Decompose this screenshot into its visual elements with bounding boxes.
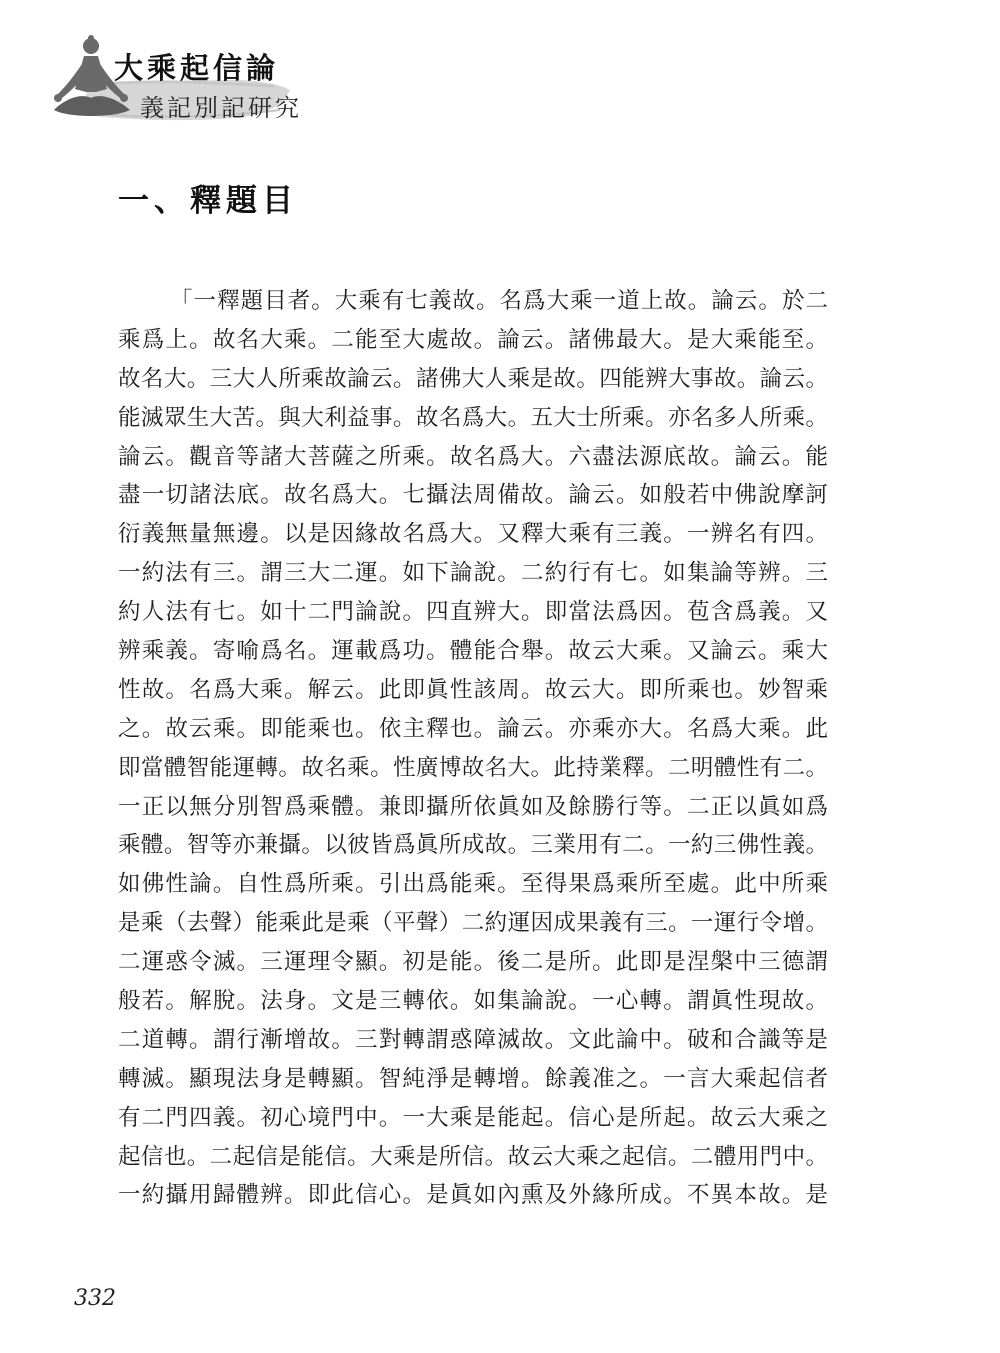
text-line: 二道轉。謂行漸增故。三對轉謂惑障滅故。文此論中。破和合識等是 bbox=[118, 1026, 828, 1053]
text-line: 一約法有三。謂三大二運。如下論說。二約行有七。如集論等辨。三 bbox=[118, 560, 828, 587]
book-subtitle: 義記別記研究 bbox=[140, 94, 302, 122]
text-line: 盡一切諸法底。故名爲大。七攝法周備故。論云。如般若中佛說摩訶 bbox=[118, 482, 828, 509]
running-header bbox=[44, 28, 302, 138]
text-line: 有二門四義。初心境門中。一大乘是能起。信心是所起。故云大乘之 bbox=[118, 1104, 828, 1131]
text-line: 辨乘義。寄喻爲名。運載爲功。體能合舉。故云大乘。又論云。乘大 bbox=[118, 638, 828, 665]
text-line: 起信也。二起信是能信。大乘是所信。故云大乘之起信。二體用門中。 bbox=[118, 1143, 828, 1170]
text-line: 「一釋題目者。大乘有七義故。名爲大乘一道上故。論云。於二 bbox=[170, 288, 828, 314]
text-line: 乘體。智等亦兼攝。以彼皆爲眞所成故。三業用有二。一約三佛性義。 bbox=[118, 832, 828, 859]
body-text bbox=[118, 282, 828, 1215]
text-line: 之。故云乘。即能乘也。依主釋也。論云。亦乘亦大。名爲大乘。此 bbox=[118, 715, 828, 742]
text-line: 即當體智能運轉。故名乘。性廣博故名大。此持業釋。二明體性有二。 bbox=[118, 754, 828, 781]
text-line: 般若。解脫。法身。文是三轉依。如集論說。一心轉。謂眞性現故。 bbox=[118, 988, 828, 1015]
section-title: 一、釋題目 bbox=[118, 183, 298, 219]
text-line: 故名大。三大人所乘故論云。諸佛大人乘是故。四能辨大事故。論云。 bbox=[118, 365, 828, 392]
text-line: 是乘（去聲）能乘此是乘（平聲）二約運因成果義有三。一運行令增。 bbox=[118, 910, 828, 937]
text-line: 論云。觀音等諸大菩薩之所乘。故名爲大。六盡法源底故。論云。能 bbox=[118, 443, 828, 470]
text-line: 二運惑令滅。三運理令顯。初是能。後二是所。此即是涅槃中三德謂 bbox=[118, 949, 828, 976]
text-line: 能滅眾生大苦。與大利益事。故名爲大。五大士所乘。亦名多人所乘。 bbox=[118, 404, 828, 431]
text-line: 性故。名爲大乘。解云。此即眞性該周。故云大。即所乘也。妙智乘 bbox=[118, 676, 828, 703]
book-title: 大乘起信論 bbox=[114, 51, 280, 85]
text-line: 一約攝用歸體辨。即此信心。是眞如內熏及外緣所成。不異本故。是 bbox=[118, 1182, 828, 1209]
text-line: 如佛性論。自性爲所乘。引出爲能乘。至得果爲乘所至處。此中所乘 bbox=[118, 871, 828, 898]
text-line: 一正以無分別智爲乘體。兼即攝所依眞如及餘勝行等。二正以眞如爲 bbox=[118, 793, 828, 820]
text-line: 轉滅。顯現法身是轉顯。智純淨是轉增。餘義准之。一言大乘起信者 bbox=[118, 1065, 828, 1092]
text-line: 衍義無量無邊。以是因緣故名爲大。又釋大乘有三義。一辨名有四。 bbox=[118, 521, 828, 548]
text-line: 乘爲上。故名大乘。二能至大處故。論云。諸佛最大。是大乘能至。 bbox=[118, 326, 828, 353]
page-number: 332 bbox=[74, 1286, 116, 1311]
text-line: 約人法有七。如十二門論說。四直辨大。即當法爲因。苞含爲義。又 bbox=[118, 599, 828, 626]
